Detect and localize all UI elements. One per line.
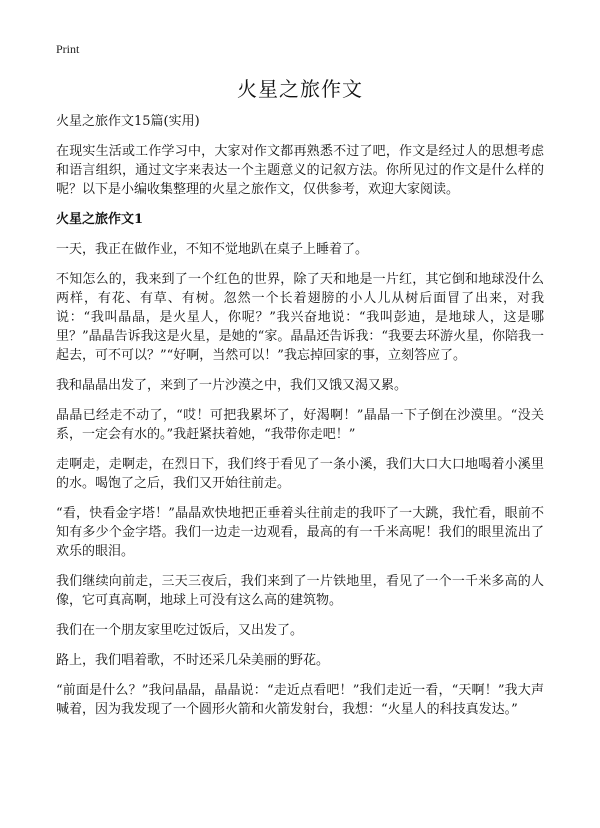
document-subtitle: 火星之旅作文15篇(实用) <box>56 114 200 129</box>
body-paragraph: 我和晶晶出发了，来到了一片沙漠之中，我们又饿又渴又累。 <box>56 378 408 393</box>
body-paragraph: 走啊走，走啊走，在烈日下，我们终于看见了一条小溪，我们大口大口地喝着小溪里的水。喝饱了之后，我们又开始往前走。 <box>56 457 544 491</box>
print-label: Print <box>56 42 80 56</box>
section-heading: 火星之旅作文1 <box>56 212 144 227</box>
body-paragraph: 我们在一个朋友家里吃过饭后，又出发了。 <box>56 623 304 638</box>
intro-paragraph: 在现实生活或工作学习中，大家对作文都再熟悉不过了吧，作文是经过人的思想考虑和语言组织，通过文字来表达一个主题意义的记叙方法。你所见过的作文是什么样的呢？以下是小编收集整理的火星之旅作文，仅供参考，欢迎大家阅读。 <box>56 144 544 197</box>
body-paragraph: “看，快看金字塔！”晶晶欢快地把正垂着头往前走的我吓了一大跳，我忙看，眼前不知有多少个金字塔。我们一边走一边观看，最高的有一千米高呢！我们的眼里流出了欢乐的眼泪。 <box>56 506 544 559</box>
body-paragraph: 我们继续向前走，三天三夜后，我们来到了一片铁地里，看见了一个一千米多高的人像，它可真高啊，地球上可没有这么高的建筑物。 <box>56 574 544 608</box>
document-title: 火星之旅作文 <box>237 77 363 101</box>
body-paragraph: 晶晶已经走不动了，“哎！可把我累坏了，好渴啊！”晶晶一下子倒在沙漠里。“没关系，一定会有水的。”我赶紧扶着她，“我带你走吧！” <box>56 408 544 442</box>
body-paragraph: 一天，我正在做作业，不知不觉地趴在桌子上睡着了。 <box>56 242 369 257</box>
body-paragraph: “前面是什么？”我问晶晶，晶晶说：“走近点看吧！”我们走近一看，“天啊！”我大声喊着，因为我发现了一个圆形火箭和火箭发射台，我想：“火星人的科技真发达。” <box>56 683 544 717</box>
body-paragraph: 不知怎么的，我来到了一个红色的世界，除了天和地是一片红，其它倒和地球没什么两样，有花、有草、有树。忽然一个长着翅膀的小人儿从树后面冒了出来，对我说：“我叫晶晶，是火星人，你呢？”我兴奋地说：“我叫彭迪，是地球人，这是哪里？”晶晶告诉我这是火星，是她的“家。晶晶还告诉我：“我要去环游火星，你陪我一起去，可不可以？”“好啊，当然可以！”我忘掉回家的事，立刻答应了。 <box>56 272 544 363</box>
body-paragraph: 路上，我们唱着歌，不时还采几朵美丽的野花。 <box>56 653 330 668</box>
